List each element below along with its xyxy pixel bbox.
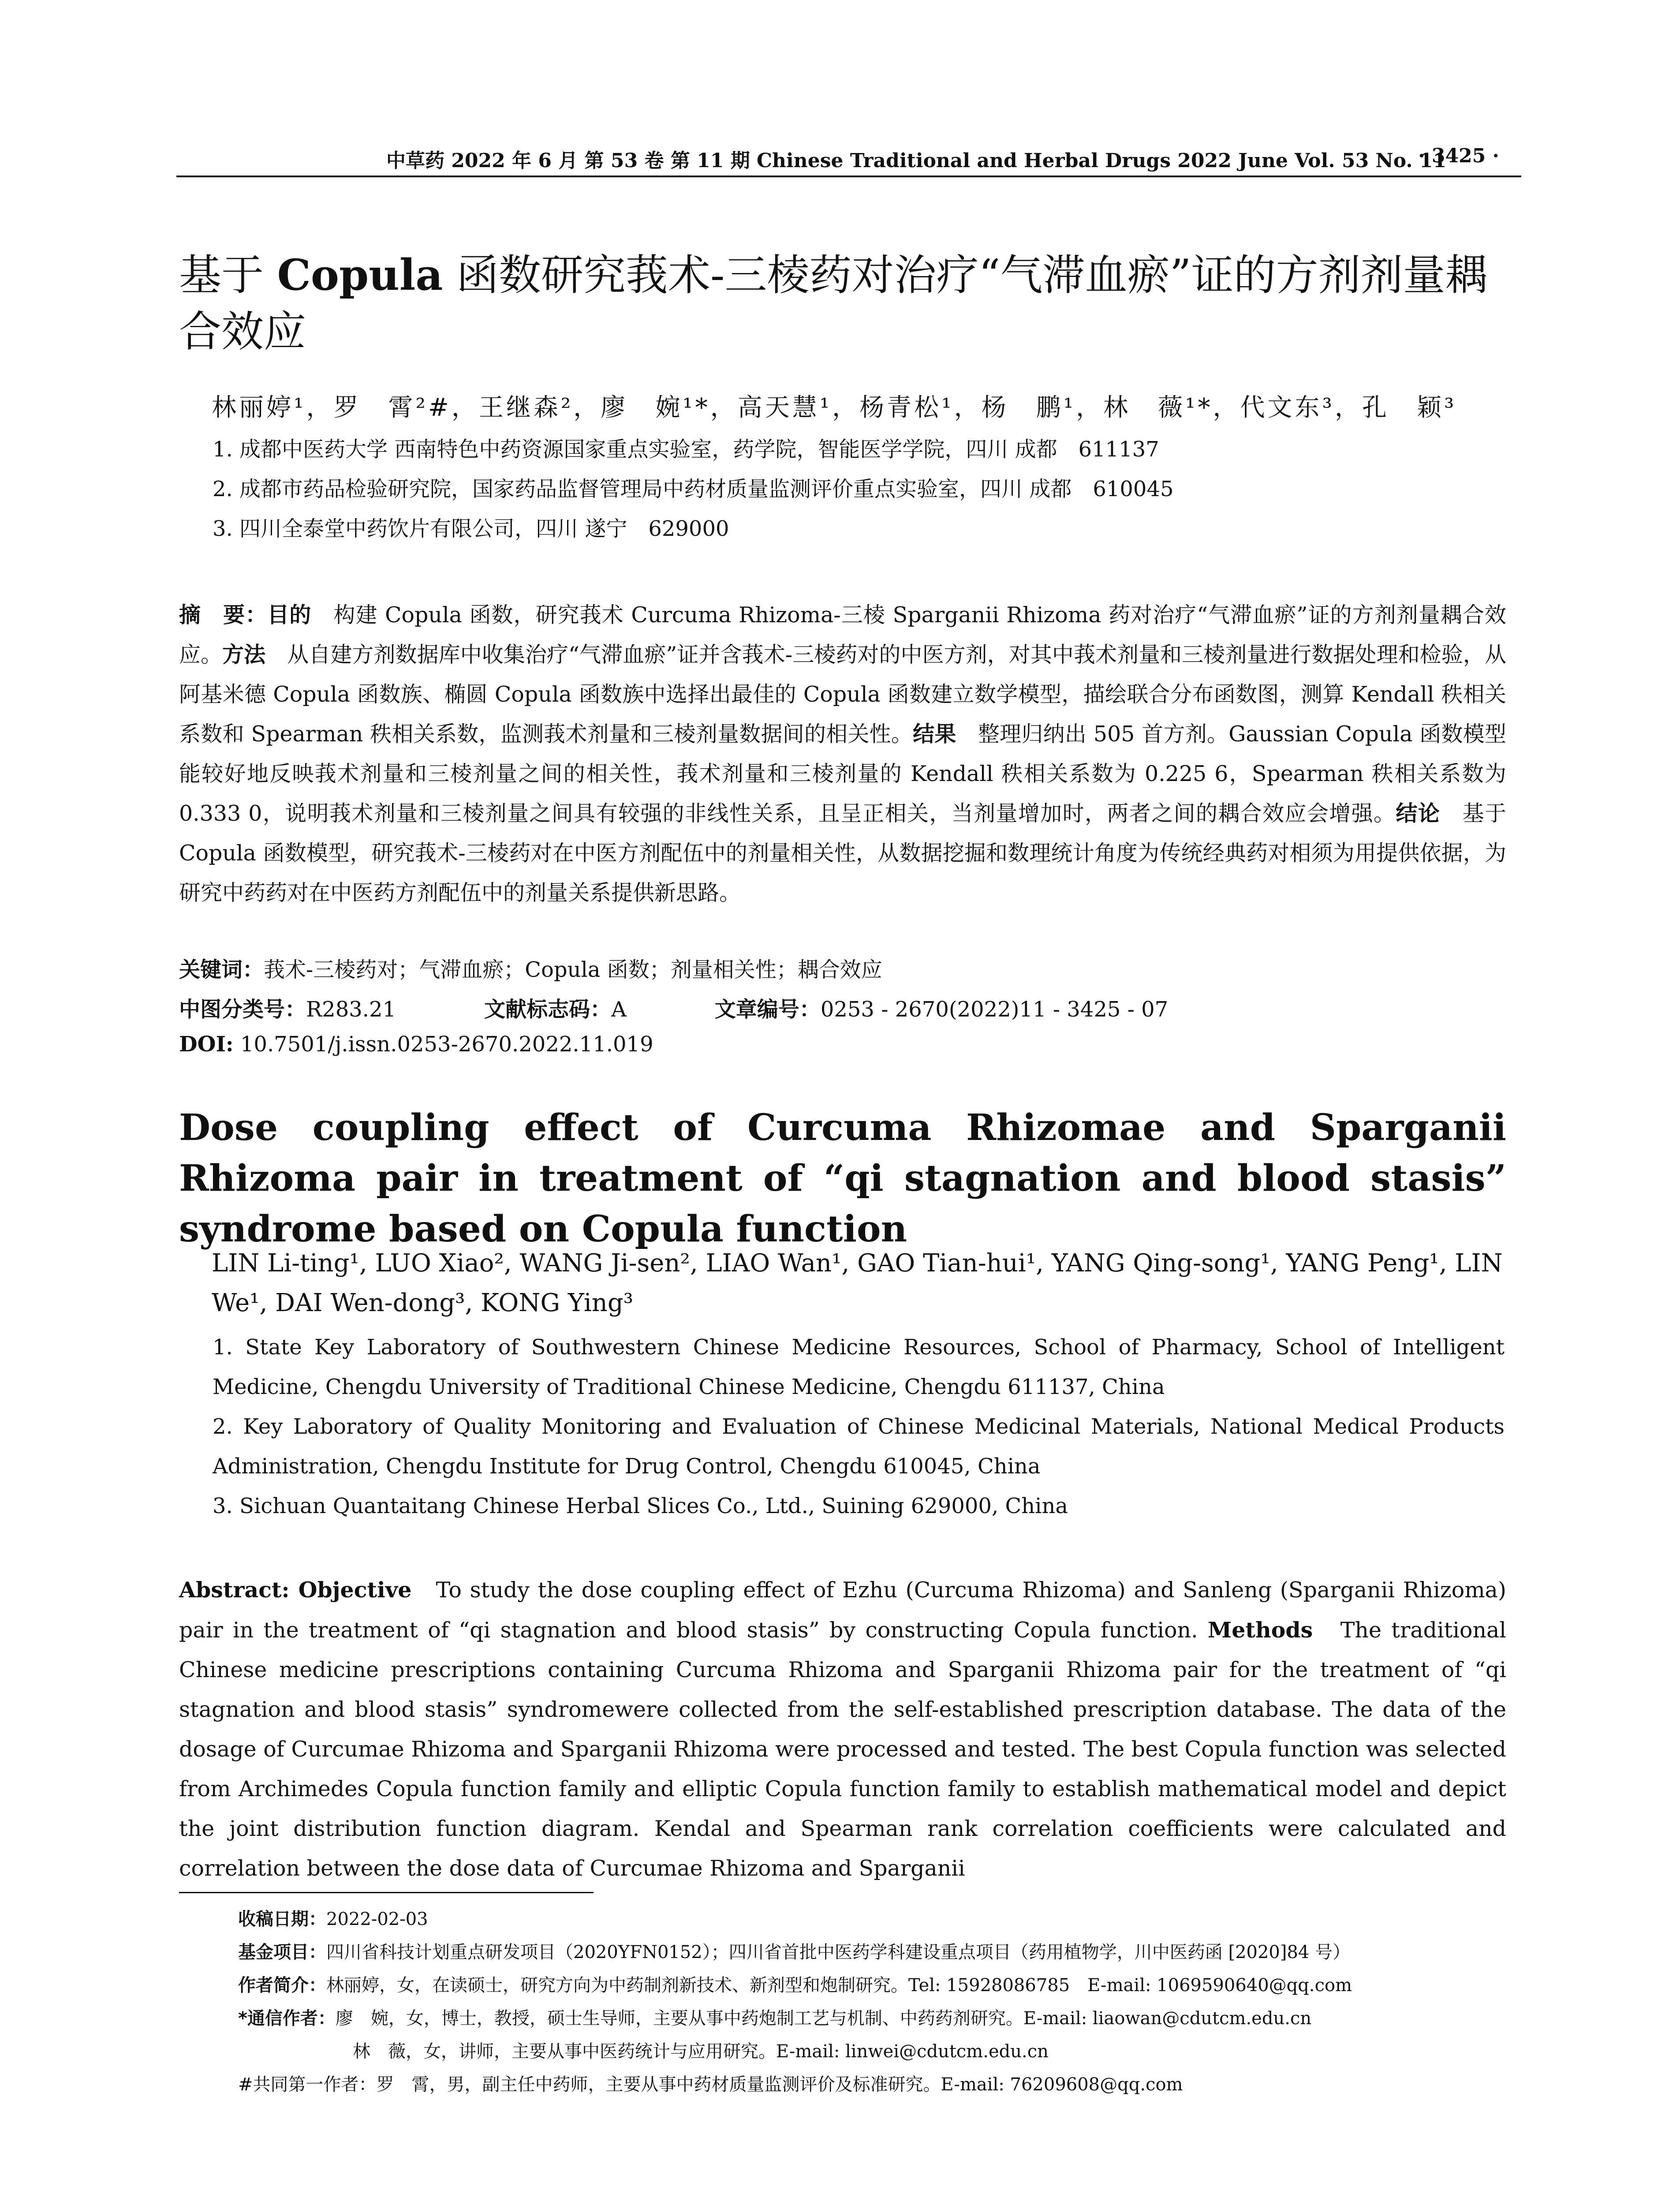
footnote-text: 林丽婷，女，在读硕士，研究方向为中药制剂新技术、新剂型和炮制研究。Tel: 15928086785 E-mail: 1069590640@qq.com: [326, 1975, 1352, 1996]
affiliation-en-1: 1. State Key Laboratory of Southwestern Chinese Medicine Resources, School of Pharmacy, School of Intelligent Medicine, Chengdu University of Traditional Chinese Medicine, Chengdu 611137, China: [213, 1335, 1505, 1399]
abstract-en-methods-label: Methods: [1208, 1617, 1313, 1643]
title-zh-pre: 基于: [179, 250, 277, 300]
methods-label: 方法: [222, 642, 266, 667]
journal-line: 中草药 2022 年 6 月 第 53 卷 第 11 期 Chinese Traditional and Herbal Drugs 2022 June Vol. 53 No. 11: [386, 149, 1447, 172]
title-zh: [179, 247, 1506, 360]
footnote-funding: [238, 1938, 1517, 1963]
doc-code-value: A: [611, 997, 627, 1022]
abstract-en-objective: To study the dose coupling effect of Ezhu (Curcuma Rhizoma) and Sanleng (Sparganii Rhizoma) pair in the treatment of “qi stagnation and blood stasis” by constructing Copula function.: [179, 1577, 1506, 1643]
abstract-zh-label: 摘 要：: [179, 602, 268, 628]
affiliation-zh-2: 2. 成都市药品检验研究院，国家药品监督管理局中药材质量监测评价重点实验室，四川 成都 610045: [213, 477, 1174, 501]
affiliation-zh-1: 1. 成都中医药大学 西南特色中药资源国家重点实验室，药学院，智能医学学院，四川 成都 611137: [213, 437, 1159, 462]
keywords-zh: [179, 953, 882, 983]
footnote-text: 林 薇，女，讲师，主要从事中医药统计与应用研究。E-mail: linwei@cdutcm.edu.cn: [353, 2041, 1049, 2062]
footnote-text: 2022-02-03: [326, 1909, 428, 1929]
objective-text: 构建 Copula 函数，研究莪术 Curcuma Rhizoma-三棱 Sparganii Rhizoma 药对治疗“气滞血瘀”证的方剂剂量耦合效应。: [179, 602, 1506, 667]
abstract-en-methods: The traditional Chinese medicine prescriptions containing Curcuma Rhizoma and Sparganii Rhizoma pair for the treatment of “qi stagnation and blood stasis” syndromewere collected from the self-established prescription database. The data of the dosage of Curcumae Rhizoma and Sparganii Rhizoma were processed and tested. The best Copula function was selected from Archimedes Copula function family and elliptic Copula function family to establish mathematical model and depict the joint distribution function diagram. Kendal and Spearman rank correlation coefficients were calculated and correlation between the dose data of Curcumae Rhizoma and Sparganii: [179, 1618, 1506, 1881]
footnote-label: 收稿日期：: [238, 1909, 326, 1929]
authors-en: LIN Li-ting¹, LUO Xiao², WANG Ji-sen², LIAO Wan¹, GAO Tian-hui¹, YANG Qing-song¹, YANG Peng¹, LIN We¹, DAI Wen-dong³, KONG Ying³: [212, 1249, 1503, 1317]
abstract-en-label: Abstract: Objective: [179, 1577, 412, 1603]
footnote-corresponding-2: [353, 2037, 1631, 2063]
objective-label: 目的: [267, 602, 312, 628]
doi-line: [179, 1032, 653, 1057]
footnote-label: 基金项目：: [238, 1942, 326, 1962]
footnote-label: 作者简介：: [238, 1975, 326, 1996]
conclusion-text: 基于 Copula 函数模型，研究莪术-三棱药对在中医方剂配伍中的剂量相关性，从数据挖掘和数理统计角度为传统经典药对相须为用提供依据，为研究中药药对在中医药方剂配伍中的剂量关系提供新思路。: [179, 801, 1506, 905]
footnote-text: 廖 婉，女，博士，教授，硕士生导师，主要从事中药炮制工艺与机制、中药药剂研究。E-mail: liaowan@cdutcm.edu.cn: [335, 2008, 1312, 2029]
footnote-author-bio: [238, 1971, 1517, 1996]
footnote-label: *通信作者：: [238, 2008, 336, 2029]
doc-code-label: 文献标志码：: [484, 997, 612, 1022]
affiliation-en-2: 2. Key Laboratory of Quality Monitoring and Evaluation of Chinese Medicinal Materials, National Medical Products Administration, Chengdu Institute for Drug Control, Chengdu 610045, China: [213, 1414, 1505, 1479]
page-number: · 3425 ·: [1418, 145, 1499, 167]
title-zh-post: 函数研究莪术-三棱药对治疗“气滞血瘀”证的方剂剂量耦合效应: [179, 250, 1488, 356]
methods-text: 从自建方剂数据库中收集治疗“气滞血瘀”证并含莪术-三棱药对的中医方剂，对其中莪术剂量和三棱剂量进行数据处理和检验，从阿基米德 Copula 函数族、椭圆 Copula 函数族中选择出最佳的 Copula 函数建立数学模型，描绘联合分布函数图，测算 Kendall 秩相关系数和 Spearman 秩相关系数，监测莪术剂量和三棱剂量数据间的相关性。: [179, 642, 1506, 747]
article-no-value: 0253 - 2670(2022)11 - 3425 - 07: [820, 997, 1169, 1022]
affiliation-zh-3: 3. 四川全泰堂中药饮片有限公司，四川 遂宁 629000: [213, 516, 729, 541]
affiliation-en-3: 3. Sichuan Quantaitang Chinese Herbal Slices Co., Ltd., Suining 629000, China: [213, 1494, 1068, 1518]
title-zh-copula: Copula: [277, 250, 443, 300]
keywords-text: 莪术-三棱药对；气滞血瘀；Copula 函数；剂量相关性；耦合效应: [264, 957, 882, 982]
footnote-text: #共同第一作者：罗 霄，男，副主任中药师，主要从事中药材质量监测评价及标准研究。E-mail: 76209608@qq.com: [238, 2074, 1183, 2095]
footnote-received: [238, 1905, 1517, 1930]
footnote-corresponding: [238, 2004, 1517, 2029]
results-text: 整理归纳出 505 首方剂。Gaussian Copula 函数模型能较好地反映莪术剂量和三棱剂量之间的相关性，莪术剂量和三棱剂量的 Kendall 秩相关系数为 0.225 6，Spearman 秩相关系数为 0.333 0，说明莪术剂量和三棱剂量之间具有较强的非线性关系，且呈正相关，当剂量增加时，两者之间的耦合效应会增强。: [179, 721, 1506, 826]
results-label: 结果: [913, 721, 956, 747]
running-header: [176, 145, 1499, 171]
clc-label: 中图分类号：: [179, 997, 306, 1022]
article-no-label: 文章编号：: [714, 997, 821, 1022]
keywords-label: 关键词：: [179, 957, 264, 982]
abstract-zh: [179, 595, 1506, 913]
abstract-en: [179, 1570, 1506, 1888]
title-en: Dose coupling effect of Curcuma Rhizomae and Sparganii Rhizoma pair in treatment of “qi stagnation and blood stasis” syndrome based on Copula function: [179, 1106, 1506, 1250]
clc-value: R283.21: [306, 997, 396, 1022]
footnote-rule: [179, 1892, 594, 1893]
footnote-co-first-author: [238, 2070, 1517, 2096]
header-rule: [176, 176, 1521, 177]
doi-value: 10.7501/j.issn.0253-2670.2022.11.019: [233, 1032, 653, 1057]
authors-zh: 林丽婷¹，罗 霄²#，王继森²，廖 婉¹*，高天慧¹，杨青松¹，杨 鹏¹，林 薇¹*，代文东³，孔 颖³: [212, 393, 1457, 422]
footnote-text: 四川省科技计划重点研发项目（2020YFN0152）；四川省首批中医药学科建设重点项目（药用植物学，川中医药函 [2020]84 号）: [326, 1942, 1351, 1962]
classification-line: [179, 992, 1506, 1023]
conclusion-label: 结论: [1396, 801, 1441, 826]
doi-label: DOI:: [179, 1032, 234, 1057]
